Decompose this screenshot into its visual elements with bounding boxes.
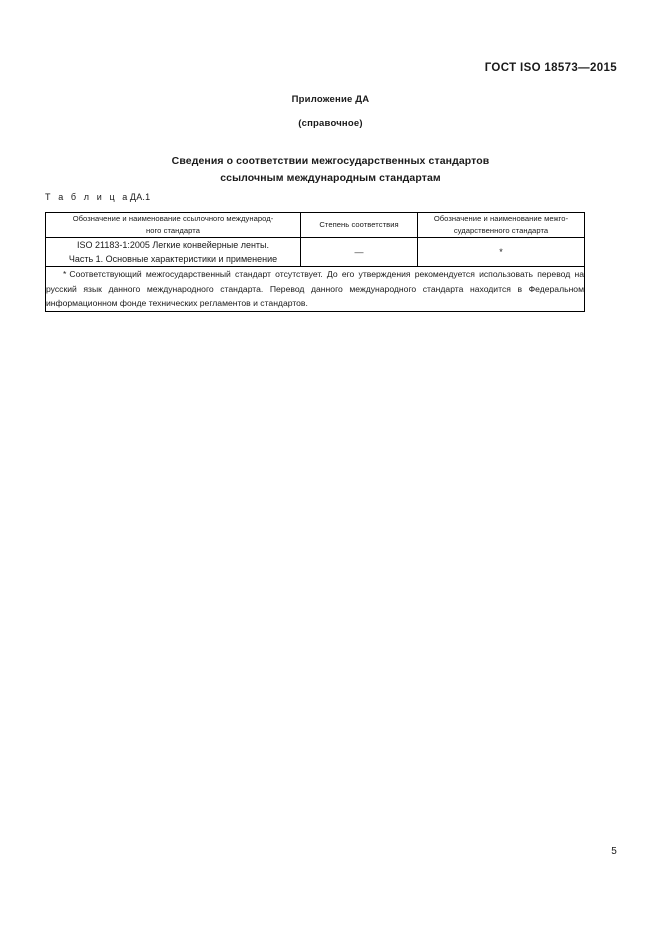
page-title <box>80 153 581 187</box>
footnote-marker: * <box>63 269 67 279</box>
table-footnote-row <box>46 267 585 312</box>
page-number: 5 <box>611 846 617 857</box>
cell-reference-standard-line-2: Часть 1. Основные характеристики и применение <box>68 254 278 264</box>
cell-reference-standard <box>46 238 301 267</box>
annex-subtitle: (справочное) <box>298 118 363 129</box>
table-header-degree-of-conformity <box>301 213 418 238</box>
table-row <box>46 238 585 267</box>
cell-degree-of-conformity: — <box>301 238 418 267</box>
footnote-text: Соответствующий межгосударственный стандарт отсутствует. До его утверждения рекомендуется использовать перевод на русский язык данного международного стандарта. Перевод данного международного стандарта находится в Федеральном информационном фонде технических регламентов и стандартов. <box>46 269 584 308</box>
page-title-line-2: ссылочным международным стандартам <box>220 172 441 184</box>
annex-title: Приложение ДА <box>291 94 370 105</box>
table-header-interstate-standard-line-1: Обозначение и наименование межго- <box>433 214 569 223</box>
table-caption-label: Т а б л и ц а <box>45 192 130 202</box>
table-caption-number: ДА.1 <box>129 192 151 202</box>
table-caption <box>45 192 150 202</box>
annex-block <box>0 94 661 129</box>
running-header: ГОСТ ISO 18573—2015 <box>484 62 617 74</box>
table-header-row <box>46 213 585 238</box>
table-header-degree-of-conformity-line-1: Степень соответствия <box>319 220 399 229</box>
table-footnote <box>46 267 585 312</box>
reference-standards-table <box>45 212 585 312</box>
table-header-reference-standard <box>46 213 301 238</box>
cell-reference-standard-line-1: ISO 21183-1:2005 Легкие конвейерные ленты. <box>76 240 270 250</box>
cell-interstate-standard: * <box>418 238 585 267</box>
table-header-interstate-standard <box>418 213 585 238</box>
table-header-reference-standard-line-2: ного стандарта <box>146 226 200 235</box>
table-header-interstate-standard-line-2: сударственного стандарта <box>453 226 549 235</box>
table-header-reference-standard-line-1: Обозначение и наименование ссылочного международ- <box>72 214 274 223</box>
page-title-line-1: Сведения о соответствии межгосударственных стандартов <box>171 155 490 167</box>
